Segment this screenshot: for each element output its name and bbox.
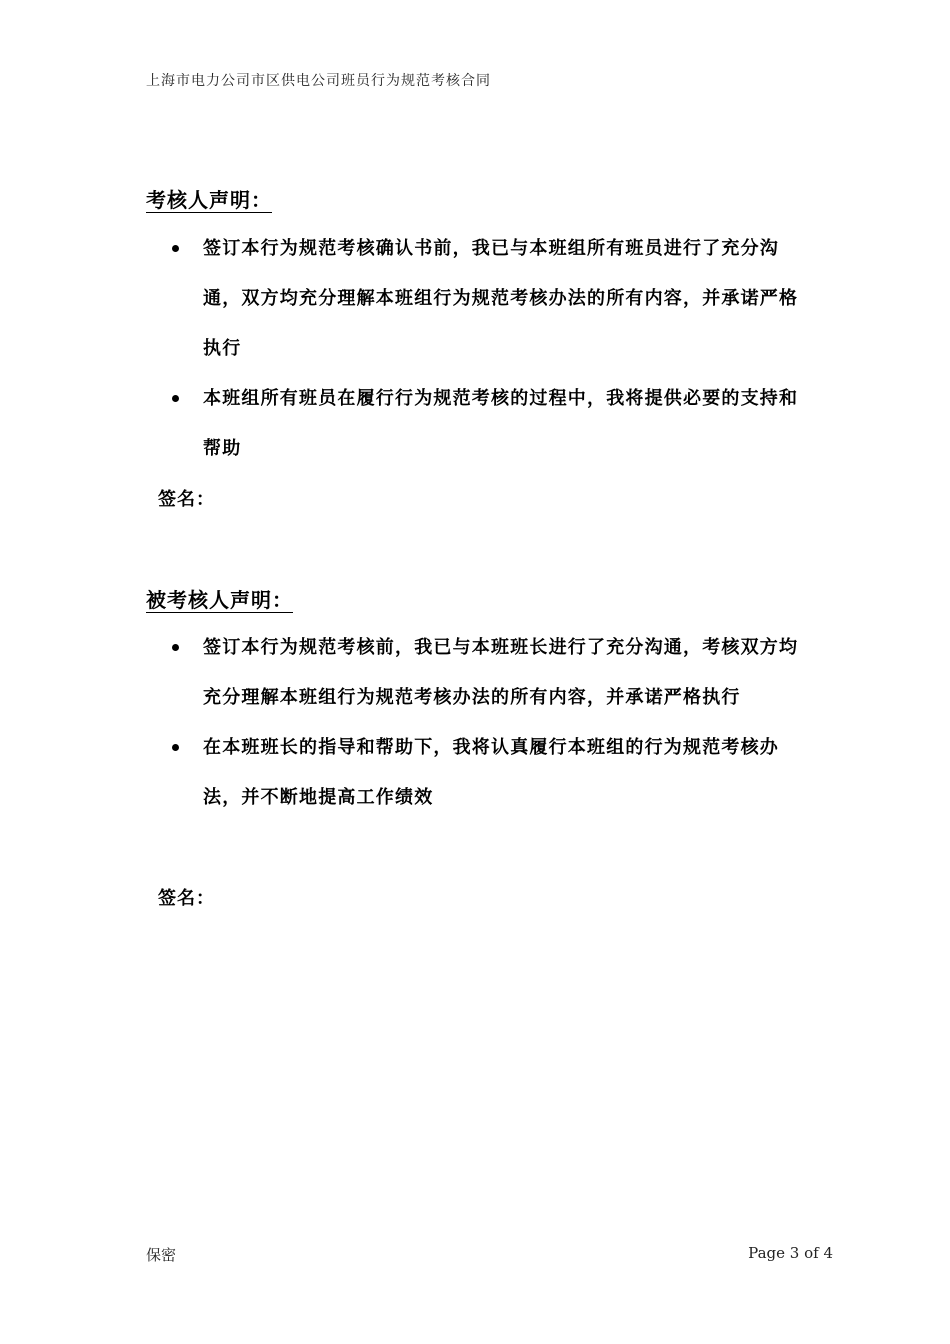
assessor-statement-title: 考核人声明： [146,188,272,212]
assessee-statement-text-2: 在本班班长的指导和帮助下，我将认真履行本班组的行为规范考核办法，并不断地提高工作绩效 [203,737,779,808]
assessee-statement-item [172,723,812,823]
assessee-statement-text-1: 签订本行为规范考核前，我已与本班班长进行了充分沟通，考核双方均充分理解本班组行为规范考核办法的所有内容，并承诺严格执行 [203,637,799,708]
assessor-statement-text-2: 本班组所有班员在履行行为规范考核的过程中，我将提供必要的支持和帮助 [203,388,799,459]
assessor-statement-item [172,374,812,474]
assessee-statement-title: 被考核人声明： [146,588,293,612]
assessor-signature-label: 签名： [158,489,215,510]
assessee-statement-list [172,623,812,823]
footer-confidential: 保密 [146,1246,177,1264]
bullet-icon [172,245,179,252]
bullet-icon [172,644,179,651]
bullet-icon [172,395,179,402]
assessor-statement-text-1: 签订本行为规范考核确认书前，我已与本班组所有班员进行了充分沟通，双方均充分理解本班组行为规范考核办法的所有内容，并承诺严格执行 [203,238,799,359]
assessor-statement-list [172,224,812,474]
page-header-title: 上海市电力公司市区供电公司班员行为规范考核合同 [146,73,491,89]
bullet-icon [172,744,179,751]
footer-page-number: Page 3 of 4 [748,1244,833,1262]
assessee-statement-item [172,623,812,723]
assessor-statement-item [172,224,812,374]
assessee-signature-label: 签名： [158,888,215,909]
